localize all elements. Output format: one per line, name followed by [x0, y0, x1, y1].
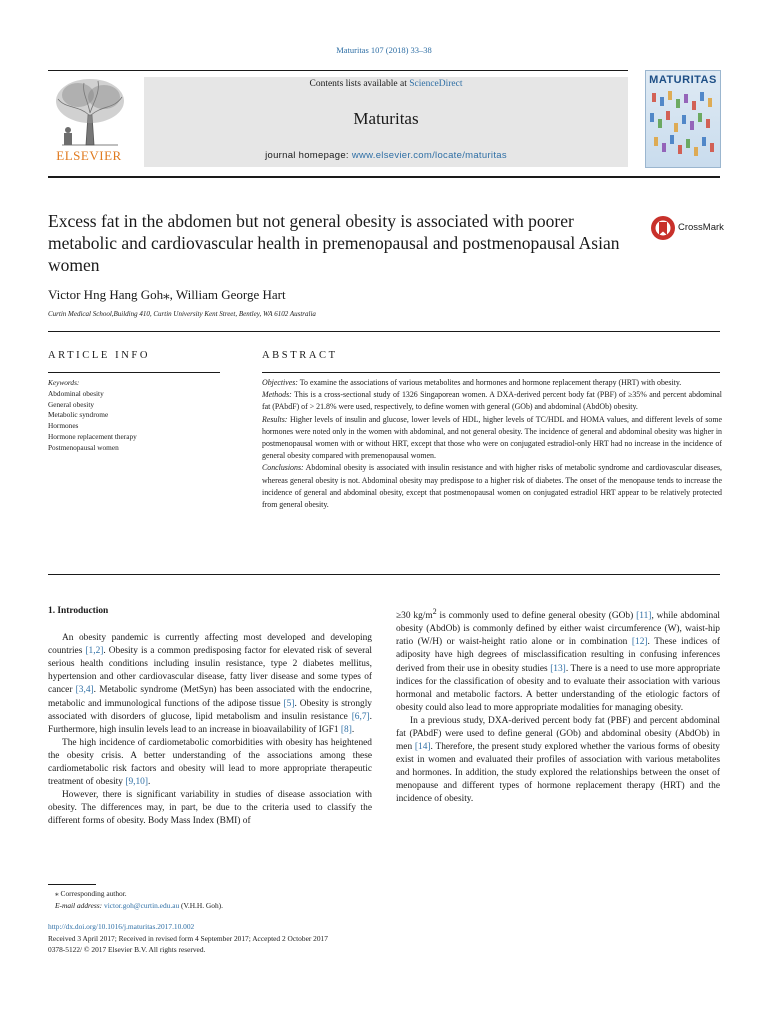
text-run: ≥30 kg/m — [396, 611, 433, 622]
paragraph — [48, 737, 372, 789]
citation-link[interactable]: [5] — [283, 698, 295, 709]
cover-figures-icon — [646, 89, 720, 167]
received-dates: Received 3 April 2017; Received in revised form 4 September 2017; Accepted 2 October 2017 — [48, 933, 328, 943]
objectives-label: Objectives: — [262, 378, 298, 387]
homepage-prefix: journal homepage: — [265, 150, 352, 161]
text-run: . — [351, 724, 355, 735]
journal-name: Maturitas — [353, 109, 419, 128]
author-list: Victor Hng Hang Goh⁎, William George Hart — [48, 287, 286, 302]
journal-homepage-line — [144, 150, 628, 161]
text-run: . These indices of adiposity have high degrees of misclassification resulting in confusing inferences derived from their use in obesity studies — [396, 637, 720, 674]
title-rule — [48, 331, 720, 332]
paragraph — [396, 715, 720, 807]
conclusions-text: Abdominal obesity is associated with insulin resistance and with higher risks of metabolic syndrome and cardiovascular diseases, whereas general obesity is not. Abdominal obesity may predispose to a higher risk of diabetes. The onset of the menopause tends to increase the incidence of general and abdominal obesity, except that postmenopausal women on conjugated estradiol HRT appear to be relatively protected from general obesity. — [262, 463, 722, 510]
keyword-item: General obesity — [48, 399, 94, 409]
body-column-right — [396, 605, 720, 807]
abstract-bottom-rule — [48, 574, 720, 575]
text-run: . Obesity is strongly associated with disorders of glucose, lipid metabolism and insulin resistance — [48, 698, 372, 722]
superscript: 2 — [432, 607, 437, 616]
publication-info — [48, 921, 328, 956]
methods-text: This is a cross-sectional study of 1326 Singaporean women. A DXA-derived percent body fat (PBF) of ≥35% and percent abdominal fat (PAbdF) of > 21.8% were used, respectively, to define women with general (GOb) and abdominal (AbdOb) obesity. — [262, 390, 722, 412]
abstract-results — [262, 414, 722, 463]
text-run: . There is a need to use more appropriate indices for the classification of obesity and to evaluate their association with various hormonal and metabolic factors. A better understanding of the etiologic factors of obesity could also lead to more appropriate modalities for managing obesity. — [396, 663, 720, 713]
doi-link[interactable]: http://dx.doi.org/10.1016/j.maturitas.2017.10.002 — [48, 922, 195, 931]
header-rule — [48, 70, 628, 71]
citation-link[interactable]: [11] — [636, 611, 652, 622]
keywords-label: Keywords: — [48, 378, 80, 387]
contents-availability-line — [144, 79, 628, 89]
article-info-heading: ARTICLE INFO — [48, 350, 151, 361]
journal-cover[interactable] — [645, 70, 721, 168]
keyword-item: Postmenopausal women — [48, 442, 119, 452]
text-run: . Furthermore, high insulin levels lead to an increase in bioavailability of IGF1 — [48, 711, 372, 735]
keyword-item: Hormone replacement therapy — [48, 431, 137, 441]
homepage-link[interactable]: www.elsevier.com/locate/maturitas — [351, 150, 507, 161]
citation-link[interactable]: [3,4] — [75, 685, 94, 696]
methods-label: Methods: — [262, 390, 292, 400]
cover-title: MATURITAS — [649, 74, 717, 86]
email-line — [55, 900, 223, 912]
journal-citation[interactable]: Maturitas 107 (2018) 33–38 — [336, 45, 432, 55]
abstract-methods — [262, 389, 722, 413]
text-run: In a previous study, DXA-derived percent body fat (PBF) and percent abdominal fat (PAbdF) were used to define general (GOb) and abdominal obesity (AbdOb) in men — [396, 715, 720, 753]
footnote-rule — [48, 884, 96, 885]
email-label: E-mail address: — [55, 900, 103, 910]
citation-link[interactable]: [14] — [414, 742, 431, 753]
abstract-body — [262, 377, 722, 511]
email-suffix: (V.H.H. Goh). — [179, 900, 223, 910]
conclusions-label: Conclusions: — [262, 463, 304, 473]
crossmark-label[interactable]: CrossMark — [678, 222, 724, 233]
keyword-item: Hormones — [48, 421, 79, 431]
footnotes — [55, 888, 223, 911]
keywords-block — [48, 378, 220, 454]
text-run: is commonly used to define general obesity (GOb) — [436, 611, 637, 622]
keyword-item: Metabolic syndrome — [48, 410, 109, 420]
abstract-objectives — [262, 377, 722, 389]
elsevier-wordmark: ELSEVIER — [56, 148, 122, 163]
abstract-conclusions — [262, 462, 722, 511]
introduction-heading: 1. Introduction — [48, 606, 109, 616]
paragraph — [48, 632, 372, 737]
author-affiliation: Curtin Medical School,Building 410, Curtin University Kent Street, Bentley, WA 6102 Australia — [48, 310, 316, 318]
results-label: Results: — [262, 414, 288, 424]
paragraph — [396, 605, 720, 715]
header-bottom-rule — [48, 176, 720, 178]
copyright-line: 0378-5122/ © 2017 Elsevier B.V. All rights reserved. — [48, 945, 206, 954]
citation-link[interactable]: [12] — [631, 637, 648, 648]
abstract-heading: ABSTRACT — [262, 350, 338, 361]
text-run: , while abdominal obesity (AbdOb) is commonly defined by either waist circumference (W), waist-hip ratio (W/H) or waist-height ratio alone or in combination — [396, 611, 720, 648]
keyword-item: Abdominal obesity — [48, 388, 104, 398]
text-run: . Therefore, the present study explored whether the various forms of obesity exist in women and evaluated their profiles of association with various metabolites and hormones. In addition, the study explored the relationships between the onset of menopause and different types of hormone replacement therapy (HRT) and the incidence of obesity. — [396, 742, 720, 805]
corresponding-author-note: ⁎ Corresponding author. — [55, 889, 127, 898]
text-run: The high incidence of cardiometabolic comorbidities with obesity has heightened the obesity crisis. A better understanding of the associations among these cardiometabolic risk factors and obesity will lead to more appropriate therapeutic treatment of obesity — [48, 737, 372, 788]
paragraph: However, there is significant variability in studies of disease association with obesity. The differences may, in part, be due to the criteria used to classify the different forms of obesity. Body Mass Index (BMI) of — [48, 790, 372, 827]
objectives-text: To examine the associations of various metabolites and hormones and hormone replacement therapy (HRT) with obesity. — [299, 378, 682, 387]
text-run: . Metabolic syndrome (MetSyn) has been associated with the endocrine, metabolic and immunological functions of the adipose tissue — [48, 685, 372, 709]
text-run: An obesity pandemic is currently affecting most developed and developing countries — [48, 633, 372, 657]
citation-link[interactable]: [8] — [340, 724, 352, 735]
contents-prefix: Contents lists available at — [309, 79, 410, 89]
article-info-rule — [48, 372, 220, 373]
text-run: . — [147, 777, 151, 788]
abstract-rule — [262, 372, 720, 373]
text-run: . Obesity is a common predisposing factor for elevated risk of several serious health conditions including insulin resistance, type 2 diabetes mellitus, hypertension and other cardiovascular disease, fatty liver disease and some types of cancer — [48, 646, 372, 696]
body-column-left — [48, 605, 372, 829]
article-title: Excess fat in the abdomen but not general obesity is associated with poorer metabolic and cardiovascular health in premenopausal and postmenopausal Asian women — [48, 211, 620, 275]
sciencedirect-link[interactable]: ScienceDirect — [409, 79, 463, 89]
email-link[interactable]: victor.goh@curtin.edu.au — [104, 900, 180, 910]
citation-link[interactable]: [6,7] — [351, 711, 370, 722]
citation-link[interactable]: [13] — [550, 663, 566, 674]
citation-link[interactable]: [1,2] — [85, 646, 104, 657]
results-text: Higher levels of insulin and glucose, lower levels of HDL, higher levels of TC/HDL and HOMA values, and different levels of some hormones were noted only in the women with abdominal, and not general obesity. The incidence of general and abdominal obesity was higher in postmenopausal women with or without HRT, except that those who were on conjugated estradiol-only HRT had no increase in the incidence of general obesity compared with premenopausal women. — [262, 414, 722, 461]
citation-link[interactable]: [9,10] — [125, 777, 148, 788]
